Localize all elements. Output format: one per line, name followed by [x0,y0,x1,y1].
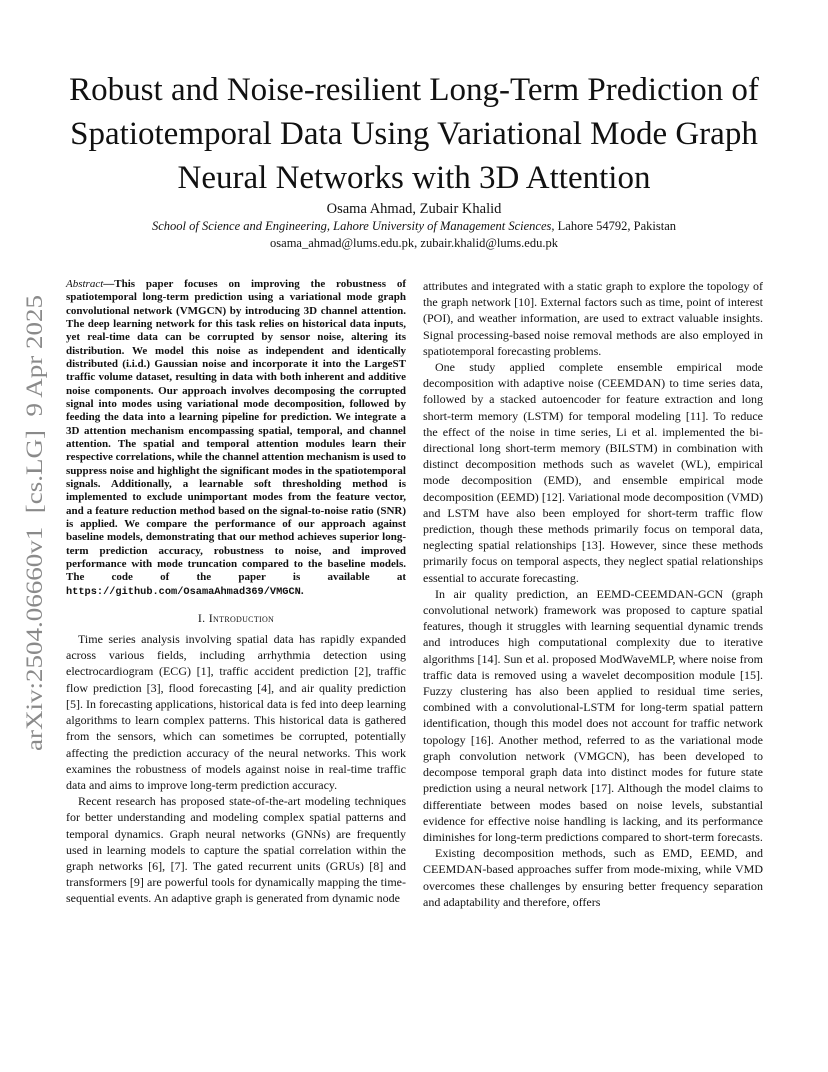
intro-paragraph-1: Time series analysis involving spatial data has rapidly expanded across various fields, including arrhythmia detection using electrocardiogram (ECG) [1], traffic accident prediction [2], traffic flow prediction [3], flood forecasting [4], and air quality prediction [5]. In forecasting applications, historical data is fed into deep learning algorithms to learn complex patterns. This historical data is gathered from the sensors, which can sometimes be corrupted, potentially affecting the prediction accuracy of the neural networks. This work examines the robustness of models against noise in real-time traffic data and aims to improve long-term prediction accuracy. [66,632,406,792]
intro-paragraph-2-continued: attributes and integrated with a static graph to explore the topology of the graph network [10]. External factors such as time, point of interest (POI), and weather information, are used to extract valuable insights. Signal processing-based noise removal methods are also employed in spatiotemporal forecasting problems. [423,279,763,358]
abstract [66,278,406,599]
intro-paragraph-2: Recent research has proposed state-of-the-art modeling techniques for better understanding and modeling complex spatial patterns and temporal dynamics. Graph neural networks (GNNs) are frequently used in learning models to capture the spatial correlation within the graph networks [6], [7]. The gated recurrent units (GRUs) [8] and transformers [9] are powerful tools for dynamically mapping the time-sequential events. An adaptive graph is generated from dynamic node [66,794,406,906]
left-column [66,278,406,907]
intro-paragraph-5: Existing decomposition methods, such as EMD, EEMD, and CEEMDAN-based approaches suffer from mode-mixing, while VMD overcomes these challenges by ensuring better frequency separation and adaptability and therefore, offers [423,846,763,909]
abstract-label: Abstract [66,278,104,290]
paper-title: Robust and Noise-resilient Long-Term Prediction of Spatiotemporal Data Using Variational Mode Graph Neural Networks with 3D Attention [69,72,759,196]
affiliation-institution: School of Science and Engineering, Lahore University of Management Sciences [151,219,552,233]
right-column [423,278,763,910]
code-link[interactable]: https://github.com/OsamaAhmad369/VMGCN [66,585,301,598]
intro-paragraph-3: One study applied complete ensemble empirical mode decomposition with adaptive noise (CEEMDAN) to time series data, followed by a stacked autoencoder for feature extraction and long short-term memory (LSTM) for temporal modeling [11]. To reduce the effect of the noise in time series, Li et al. implemented the bi-directional long short-term memory (BILSTM) in combination with distinct decomposition methods such as wavelet (WL), empirical mode decomposition (EMD), and ensemble empirical mode decomposition (EEMD) [12]. Variational mode decomposition (VMD) and LSTM have also been employed for short-term traffic flow prediction, though these methods primarily focus on temporal data, neglecting spatial relationships [13]. However, since these methods primarily focus on temporal aspects, they neglect spatial relationships essential to accurate forecasting. [423,360,763,585]
abstract-text: —This paper focuses on improving the robustness of spatiotemporal long-term prediction using a variational mode graph convolutional network (VMGCN) by introducing 3D channel attention. The deep learning network for this task relies on historical data inputs, yet real-time data can be corrupted by sensor noise, altering its distribution. We model this noise as independent and identically distributed (i.i.d.) Gaussian noise and incorporate it into the LargeST traffic volume dataset, resulting in data with both inherent and additive noise components. Our approach involves decomposing the corrupted signal into modes using variational mode decomposition, followed by feeding the data into a learning pipeline for prediction. We integrate a 3D attention mechanism encompassing spatial, temporal, and channel attention. The spatial and temporal attention modules learn their respective correlations, while the channel attention mechanism is used to suppress noise and highlight the significant modes in the spatiotemporal signals. Additionally, a learnable soft thresholding method is implemented to exclude unimportant modes from the feature vector, and a feature reduction method based on the signal-to-noise ratio (SNR) is applied. We compare the performance of our approach against baseline models, demonstrating that our method achieves superior long-term prediction accuracy, robustness to noise, and improved performance with mode truncation compared to the baseline models. The code of the paper is available at [66,278,406,584]
abstract-end: . [300,584,304,597]
authors: Osama Ahmad, Zubair Khalid [326,201,502,217]
affiliation-location: , Lahore 54792, Pakistan [551,219,677,233]
intro-paragraph-4: In air quality prediction, an EEMD-CEEMDAN-GCN (graph convolutional network) framework was proposed to capture spatial features, though it struggles with learning sequential dynamic trends and introduces high computational complexity due to iterative algorithms [14]. Sun et al. proposed ModWaveMLP, where noise from traffic data is removed using a wavelet decomposition module [15]. Fuzzy clustering has also been applied to residual time series, combined with a convolutional-LSTM for long-term spatial pattern identification, though this model does not account for traffic network topology [16]. Another method, referred to as the variational mode graph convolution network (VMGCN), has been developed to decompose temporal graph data into distinct modes for future state prediction using a neural network [17]. Although the model claims to differentiate between modes based on noise levels, substantial evidence for effective noise handling is lacking, and its performance diminishes for long-term predictions compared to short-term forecasts. [423,586,763,844]
affiliation [58,219,770,234]
author-emails: osama_ahmad@lums.edu.pk, zubair.khalid@lums.edu.pk [270,236,558,250]
arxiv-stamp-text: arXiv:2504.06660v1 [cs.LG] 9 Apr 2025 [22,362,47,751]
section-heading-introduction: I. Introduction [197,610,275,625]
arxiv-stamp [22,293,48,753]
